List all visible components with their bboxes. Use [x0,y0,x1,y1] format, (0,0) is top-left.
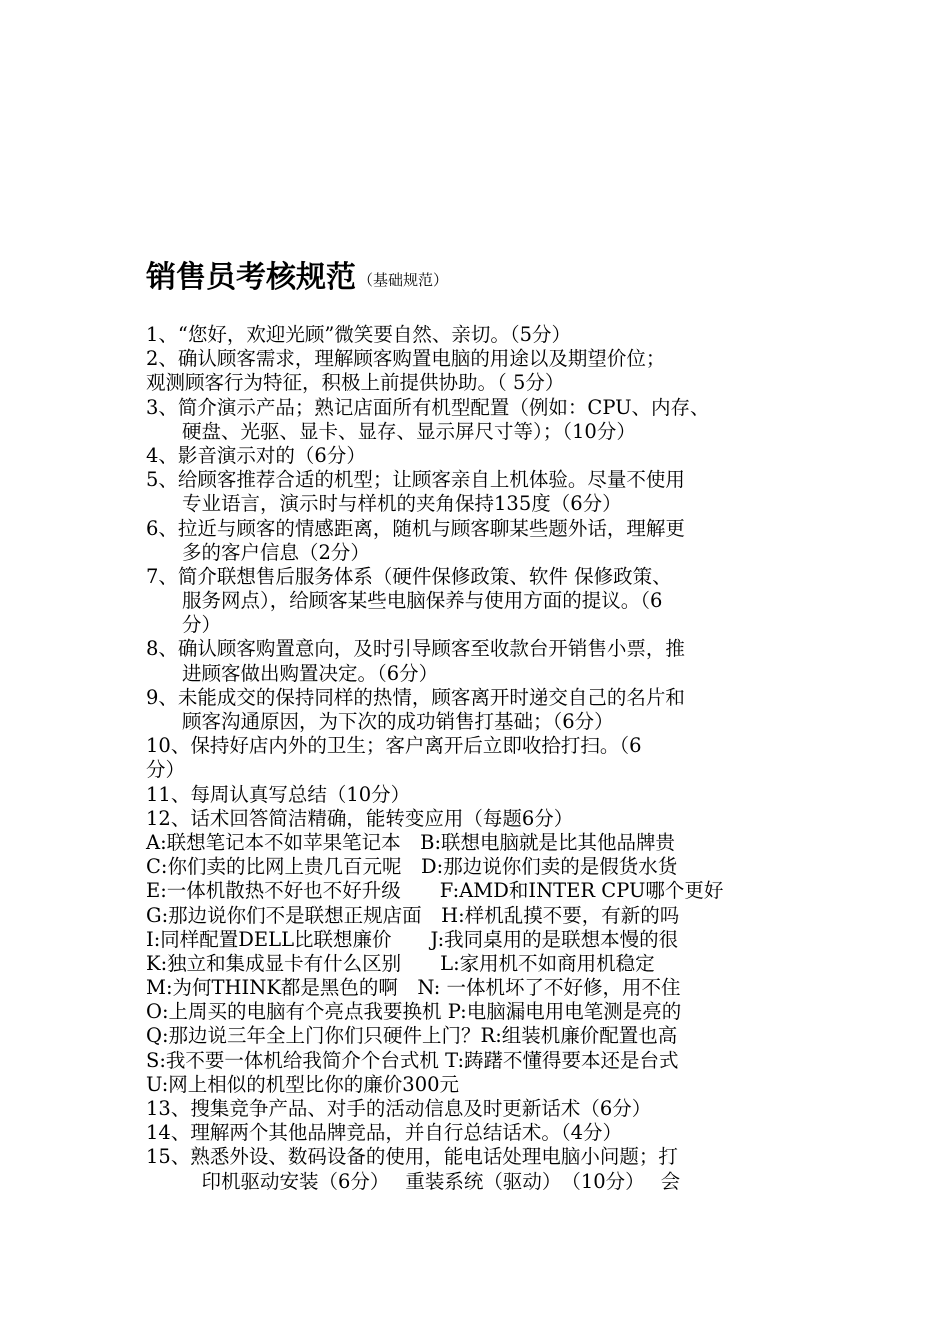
text-line: 9、未能成交的保持同样的热情，顾客离开时递交自己的名片和 [146,685,685,709]
text-line: 1、“您好，欢迎光顾”微笑要自然、亲切。（5分） [146,323,572,346]
text-line: 3、简介演示产品；熟记店面所有机型配置（例如：CPU、内存、 [146,395,710,419]
text-line: 顾客沟通原因，为下次的成功销售打基础；（6分） [182,710,614,733]
text-line: 13、搜集竞争产品、对手的活动信息及时更新话术（6分） [146,1097,652,1120]
text-line: 多的客户信息（2分） [182,540,370,564]
text-line: G:那边说你们不是联想正规店面 H:样机乱摸不要，有新的吗 [146,903,680,927]
text-line: C:你们卖的比网上贵几百元呢 D:那边说你们卖的是假货水货 [146,855,678,879]
text-line: 15、熟悉外设、数码设备的使用，能电话处理电脑小问题；打 [146,1145,678,1169]
text-line: A:联想笔记本不如苹果笔记本 B:联想电脑就是比其他品牌贵 [146,830,676,854]
text-line: O:上周买的电脑有个亮点我要换机 P:电脑漏电用电笔测是亮的 [146,1000,682,1024]
text-line: 分） [146,758,186,782]
text-line: 印机驱动安装（6分） 重装系统（驱动） （10分） 会 [182,1169,681,1193]
text-line: S:我不要一体机给我简介个台式机 T:踌躇不懂得要本还是台式 [146,1048,679,1072]
text-line: Q:那边说三年全上门你们只硬件上门？R:组装机廉价配置也高 [146,1024,678,1048]
text-line: 14、理解两个其他品牌竞品，并自行总结话术。（4分） [146,1121,622,1145]
text-line: 硬盘、光驱、显卡、显存、显示屏尺寸等）；（10分） [182,419,636,443]
text-line: 专业语言，演示时与样机的夹角保持135度（6分） [182,492,622,516]
text-line: 观测顾客行为特征，积极上前提供协助。（ 5分） [146,371,565,395]
text-line: 4、影音演示对的（6分） [146,443,366,467]
text-line: 5、给顾客推荐合适的机型；让顾客亲自上机体验。尽量不使用 [146,468,685,492]
text-line: 8、确认顾客购置意向，及时引导顾客至收款台开销售小票，推 [146,637,685,661]
text-line: M:为何THINK都是黑色的啊 N: 一体机坏了不好修，用不住 [146,976,681,1000]
text-line: 进顾客做出购置决定。（6分） [182,661,439,685]
text-line: I:同样配置DELL比联想廉价 J:我同桌用的是联想本慢的很 [146,927,679,951]
text-line: 11、每周认真写总结（10分） [146,782,411,806]
text-line: 12、话术回答简洁精确，能转变应用（每题6分） [146,806,574,830]
text-line: E:一体机散热不好也不好升级 F:AMD和INTER CPU哪个更好 [146,879,724,903]
text-line: 2、确认顾客需求，理解顾客购置电脑的用途以及期望价位； [146,347,666,371]
page-subtitle: （基础规范） [358,271,449,289]
text-line: 服务网点），给顾客某些电脑保养与使用方面的提议。（6 [182,589,663,613]
text-line: 10、保持好店内外的卫生；客户离开后立即收拾打扫。（6 [146,734,642,758]
text-line: 分） [182,613,222,637]
title-row [146,252,448,296]
text-line: U:网上相似的机型比你的廉价300元 [146,1072,460,1096]
document-body [146,323,826,1194]
text-line: K:独立和集成显卡有什么区别 L:家用机不如商用机稳定 [146,951,655,975]
text-line: 6、拉近与顾客的情感距离，随机与顾客聊某些题外话，理解更 [146,516,685,540]
page-title: 销售员考核规范 [146,260,356,295]
text-line: 7、简介联想售后服务体系（硬件保修政策、软件 保修政策、 [146,564,672,588]
